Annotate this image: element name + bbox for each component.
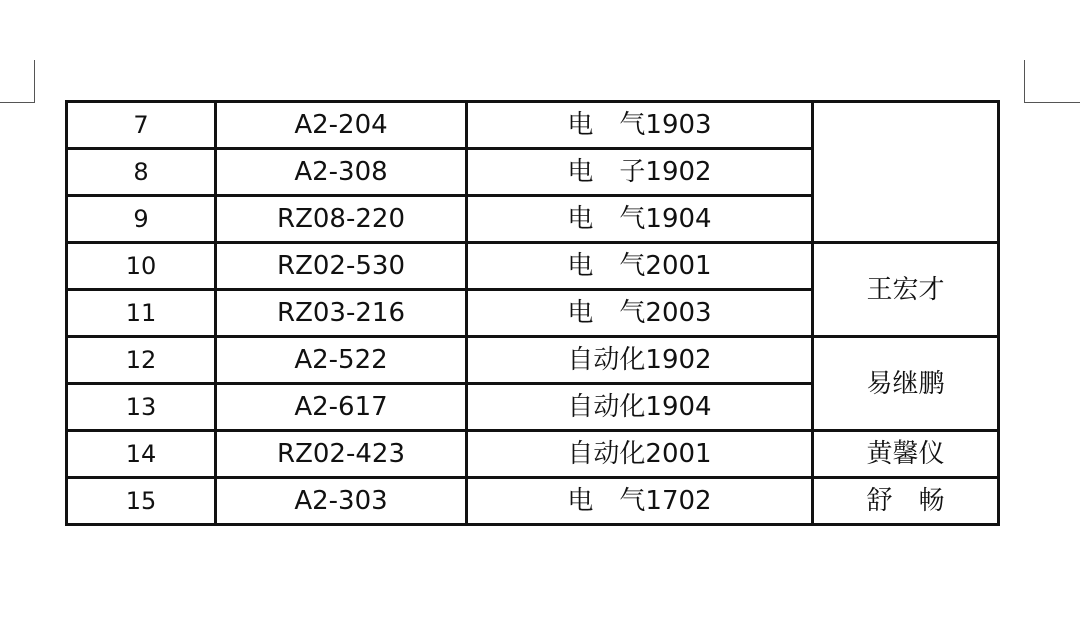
room-cell: A2-303 bbox=[216, 478, 467, 525]
room-cell: A2-522 bbox=[216, 337, 467, 384]
row-number-cell: 11 bbox=[67, 290, 216, 337]
table-row bbox=[67, 243, 999, 290]
class-cell: 电 气1904 bbox=[467, 196, 813, 243]
teacher-cell bbox=[813, 102, 999, 243]
dormitory-table bbox=[65, 100, 1000, 526]
room-cell: RZ08-220 bbox=[216, 196, 467, 243]
class-cell: 电 气1903 bbox=[467, 102, 813, 149]
row-number-cell: 9 bbox=[67, 196, 216, 243]
row-number-cell: 10 bbox=[67, 243, 216, 290]
row-number-cell: 8 bbox=[67, 149, 216, 196]
class-cell: 电 子1902 bbox=[467, 149, 813, 196]
page-corner-mark-right bbox=[1024, 60, 1080, 103]
room-cell: RZ02-530 bbox=[216, 243, 467, 290]
class-cell: 电 气1702 bbox=[467, 478, 813, 525]
room-cell: A2-617 bbox=[216, 384, 467, 431]
room-cell: A2-308 bbox=[216, 149, 467, 196]
teacher-cell: 易继鹏 bbox=[813, 337, 999, 431]
teacher-cell: 王宏才 bbox=[813, 243, 999, 337]
class-cell: 自动化2001 bbox=[467, 431, 813, 478]
row-number-cell: 13 bbox=[67, 384, 216, 431]
table-row bbox=[67, 478, 999, 525]
room-cell: A2-204 bbox=[216, 102, 467, 149]
room-cell: RZ02-423 bbox=[216, 431, 467, 478]
teacher-cell: 舒 畅 bbox=[813, 478, 999, 525]
teacher-cell: 黄馨仪 bbox=[813, 431, 999, 478]
class-cell: 自动化1902 bbox=[467, 337, 813, 384]
row-number-cell: 7 bbox=[67, 102, 216, 149]
row-number-cell: 14 bbox=[67, 431, 216, 478]
class-cell: 自动化1904 bbox=[467, 384, 813, 431]
class-cell: 电 气2001 bbox=[467, 243, 813, 290]
table-row bbox=[67, 102, 999, 149]
table-row bbox=[67, 337, 999, 384]
row-number-cell: 12 bbox=[67, 337, 216, 384]
row-number-cell: 15 bbox=[67, 478, 216, 525]
room-cell: RZ03-216 bbox=[216, 290, 467, 337]
table-row bbox=[67, 431, 999, 478]
class-cell: 电 气2003 bbox=[467, 290, 813, 337]
page-corner-mark-left bbox=[0, 60, 35, 103]
